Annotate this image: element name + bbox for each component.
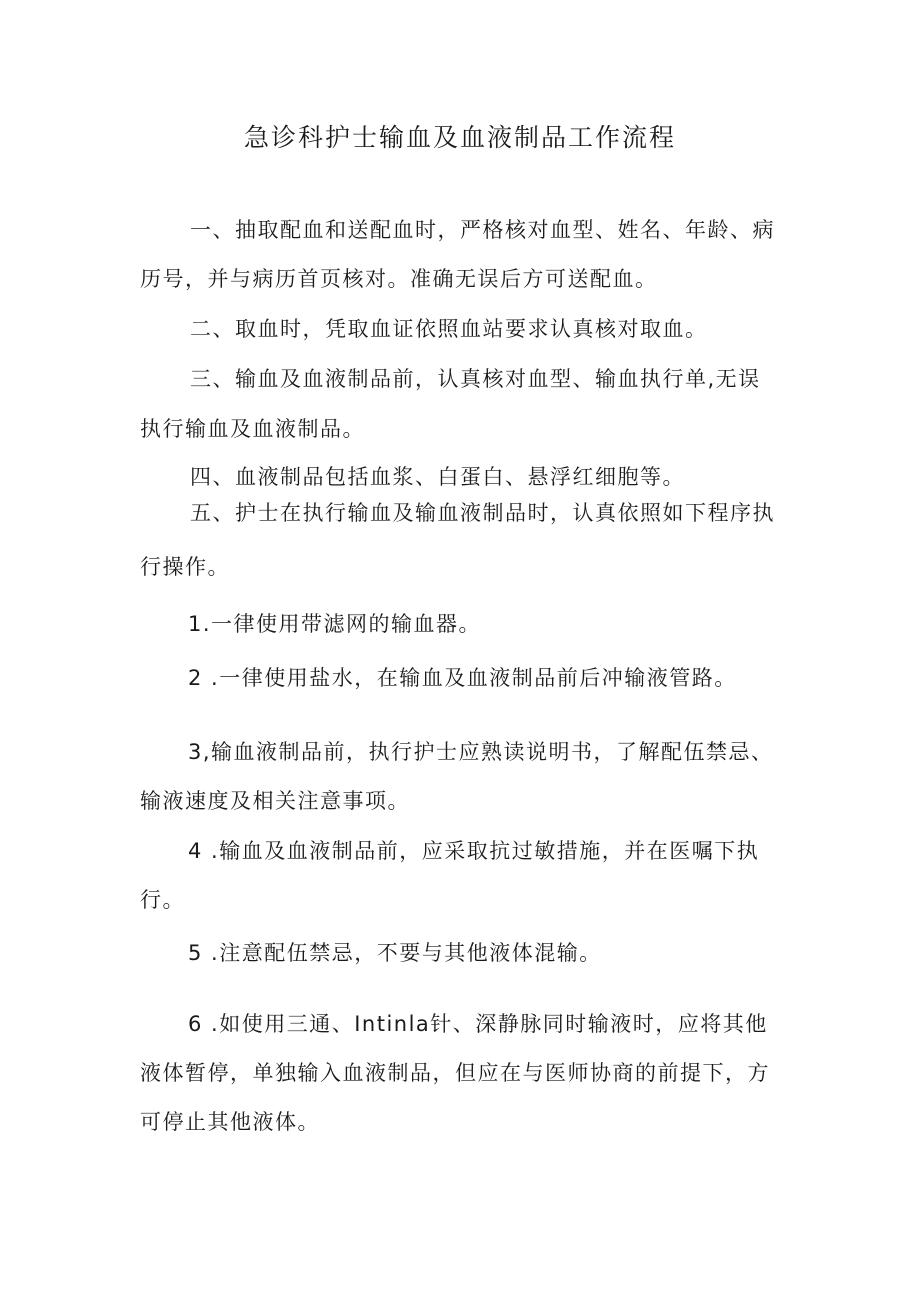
text-line: 五、护士在执行输血及输血液制品时，认真依照如下程序执 bbox=[190, 501, 775, 525]
text-line: 二、取血时，凭取血证依照血站要求认真核对取血。 bbox=[190, 317, 708, 341]
text-line: 四、血液制品包括血浆、白蛋白、悬浮红细胞等。 bbox=[190, 465, 685, 489]
text-line: 输液速度及相关注意事项。 bbox=[140, 789, 410, 813]
text-line: 历号，并与病历首页核对。准确无误后方可送配血。 bbox=[140, 267, 658, 291]
text-line: 三、输血及血液制品前，认真核对血型、输血执行单,无误 bbox=[190, 367, 761, 391]
text-line: 6 .如使用三通、Intinla针、深静脉同时输液时，应将其他 bbox=[188, 1012, 768, 1036]
text-line: 4 .输血及血液制品前，应采取抗过敏措施，并在医嘱下执 bbox=[188, 839, 760, 863]
text-line: 执行输血及血液制品。 bbox=[140, 417, 365, 441]
text-line: 行。 bbox=[140, 888, 185, 912]
text-line: 液体暂停，单独输入血液制品，但应在与医师协商的前提下，方 bbox=[140, 1061, 770, 1085]
text-line: 3,输血液制品前，执行护士应熟读说明书，了解配伍禁忌、 bbox=[188, 740, 774, 764]
text-line: 5 .注意配伍禁忌，不要与其他液体混输。 bbox=[188, 941, 602, 965]
text-line: 1.一律使用带滤网的输血器。 bbox=[188, 612, 482, 636]
text-line: 一、抽取配血和送配血时，严格核对血型、姓名、年龄、病 bbox=[190, 218, 775, 242]
text-line: 行操作。 bbox=[140, 555, 230, 579]
text-line: 可停止其他液体。 bbox=[140, 1110, 320, 1134]
text-line: 2 .一律使用盐水，在输血及血液制品前后冲输液管路。 bbox=[188, 666, 737, 690]
document-title: 急诊科护士输血及血液制品工作流程 bbox=[243, 123, 676, 152]
